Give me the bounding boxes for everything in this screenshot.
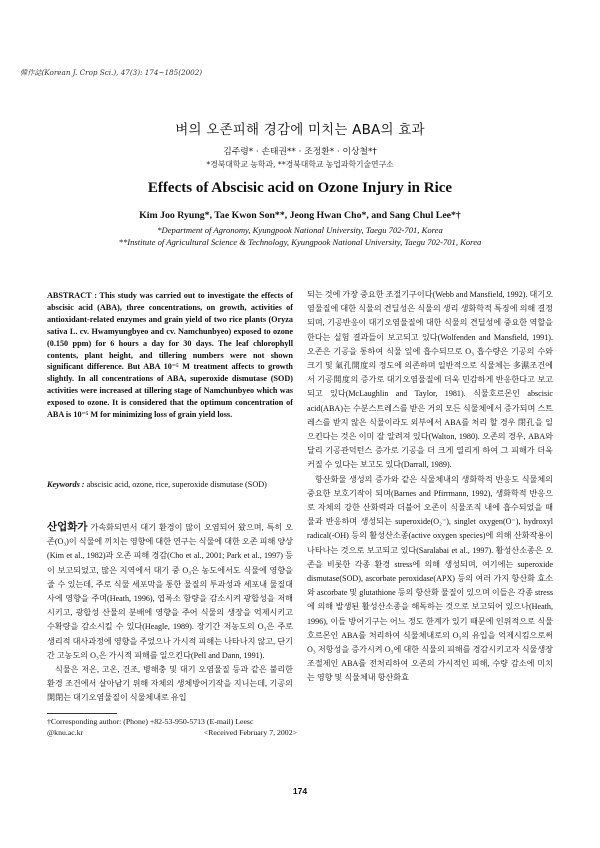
keywords bbox=[47, 479, 293, 491]
korean-affiliations: *경북대학교 농학과, **경북대학교 농업과학기술연구소 bbox=[206, 160, 394, 169]
affiliation-agronomy: *Department of Agronomy, Kyungpook National University, Taegu 702-701, Korea bbox=[157, 225, 443, 235]
intro-paragraph-1 bbox=[47, 520, 293, 663]
footnote-received: <Received February 7, 2002> bbox=[203, 728, 297, 737]
keywords-label: Keywords : bbox=[47, 480, 85, 489]
footnote-divider bbox=[47, 713, 117, 714]
right-column-body bbox=[307, 288, 553, 686]
english-authors: Kim Joo Ryung*, Tae Kwon Son**, Jeong Hwan Cho*, and Sang Chul Lee*† bbox=[139, 210, 461, 221]
intro-paragraph-2: 식물은 저온, 고온, 건조, 병해충 및 대기 오염물질 등과 같은 불리한 환경 조건에서 살아남기 위해 자체의 생체방어기작을 지니는데, 기공의 開閉는 대기오염물질이 식물체내로 유입 bbox=[47, 665, 293, 703]
korean-authors: 김주령* · 손태권** · 조정환* · 이상철*† bbox=[223, 147, 377, 157]
footnote-email: @knu.ac.kr bbox=[47, 728, 84, 737]
keywords-text: abscisic acid, ozone, rice, superoxide dismutase (SOD) bbox=[86, 480, 267, 489]
intro-text-1: 가속화되면서 대기 환경이 많이 오염되어 왔으며, 특히 오존(O₃)이 식물에 끼치는 영향에 대한 연구는 식물에 대한 오존 피해 양상(Kim et al., 1982)과 오존 피해 경감(Cho et al., 2001; Park et al., 1997) 등이 보고되었고, 많은 지역에서 대기 중 O₃은 농도에서도 식물에 영향을 줄 수 있는데, 주로 식물 세포막을 통한 물질의 투과성과 세포내 물질대사에 영향을 주며(Heath, 1996), 엽록소 함량을 감소시켜 광합성을 저해시키고, 광합성 산물의 분배에 영향을 주어 식물의 생장을 억제시키고 수확량을 감소시킬 수 있다(Heagle, 1989). 장기간 저농도의 O₃은 주로 생리적 대사과정에 영향을 주었으나 가시적 피해는 나타나지 않고, 단기간 고농도의 O₃은 가시적 피해를 일으킨다(Pell and Dann, 1991). bbox=[47, 523, 293, 660]
left-column-body bbox=[47, 520, 293, 706]
english-title: Effects of Abscisic acid on Ozone Injury in Rice bbox=[147, 180, 453, 196]
affiliation-institute: **Institute of Agricultural Science & Technology, Kyungpook National University, Taegu 702-701, Korea bbox=[118, 237, 482, 247]
footnote-corresponding: †Corresponding author: (Phone) +82-53-950-5713 (E-mail) Leesc bbox=[47, 717, 254, 726]
journal-header: 韓作誌(Korean J. Crop Sci.), 47(3): 174~185(2002) bbox=[20, 68, 203, 77]
intro-heading: 산업화가 bbox=[47, 521, 88, 533]
page-number: 174 bbox=[292, 786, 308, 796]
footnote bbox=[47, 716, 297, 738]
right-paragraph-2: 항산화물 생성의 증가와 같은 식물체내의 생화학적 반응도 식물체의 중요한 보호기작이 되며(Barnes and Pfirrmann, 1992), 생화학적 반응으로 자체의 강한 산화력과 더불어 오존이 식물조직 내에 흡수되었을 때 물과 반응하며 생성되는 superoxide(O₂⁻), singlet oxygen(O⁻), hydroxyl radical(-OH) 등의 활성산소종(active oxygen species)에 의해 산화작용이 나타나는 것으로 보고되고 있다(Saralabai et al., 1997). 활성산소종은 오존을 비롯한 각종 환경 stress에 의해 생성되며, 여기에는 superoxide dismutase(SOD), ascorbate peroxidase(APX) 등의 여러 가지 항산화 효소와 ascorbate 및 glutathione 등의 항산화 물질이 있으며 이들은 각종 stress에 의해 발생된 활성산소종을 해독하는 것으로 보고되어 있으나(Heath, 1996), 이들 방어기구는 어느 정도 한계가 있기 때문에 인위적으로 식물호르몬인 ABA를 처리하여 식물체내로의 O₃의 유입을 억제시킴으로써 O₃ 저항성을 증가시켜 O₃에 대한 식물의 피해를 경감시키고자 식물생장조절제인 ABA를 전처리하여 오존의 가시적인 피해, 수량 감소에 미치는 영향 및 식물체내 항산화효 bbox=[307, 474, 553, 683]
footnote-row bbox=[47, 727, 297, 738]
korean-title: 벼의 오존피해 경감에 미치는 ABA의 효과 bbox=[175, 122, 425, 138]
abstract: ABSTRACT : This study was carried out to investigate the effects of abscisic acid (ABA), three concentrations, on growth, activities of antioxidant-related enzymes and grain yield of two rice plants (Oryza sativa L. cv. Hwamyungbyeo and cv. Namchunbyeo) exposed to ozone (0.150 ppm) for 6 hours a day for 30 days. The leaf chlorophyll contents, plant height, and tillering numbers were not shown significant difference. But ABA 10⁻⁵ M treatment affects to growth slightly. In all concentrations of ABA, superoxide dismutase (SOD) activities were increased at tillering stage of Namchunbyeo which was exposed to ozone. It is considered that the optimum concentration of ABA is 10⁻⁵ M for minimizing loss of grain yield loss. bbox=[47, 291, 293, 420]
right-paragraph-1: 되는 것에 가장 중요한 조절기구이다(Webb and Mansfield, 1992). 대기오염물질에 대한 식물의 견딜성은 식물의 생리 생화학적 특징에 의해 결정되며, 기공반응이 대기오염물질에 대한 식물의 견딜성에 중요한 역할을 한다는 실험 결과들이 보고되고 있다(Wolfenden and Mansfield, 1991). 오존은 기공을 통하여 식물 잎에 흡수되므로 O₃ 흡수량은 기공의 수와 크기 및 氣孔開度의 정도에 의존하며 일반적으로 식물체는 多濕조건에서 기공開度의 증가로 대기오염물질에 더욱 민감하게 반응한다고 보고되고 있다(McLaughlin and Taylor, 1981). 식물호르몬인 abscisic acid(ABA)는 수분스트레스를 받은 거의 모든 식물체에서 증가되며 스트레스를 받지 않은 식물이라도 외부에서 ABA를 처리 할 경우 閉孔을 일으킨다는 것은 이미 잘 알려져 있다(Walton, 1980). 오존의 경우, ABA와 달리 기공관덕턴스 증가로 기공을 더 크게 열리게 하여 그 피해가 더욱 커질 수 있다는 보고도 있다(Darrall, 1989). bbox=[307, 290, 553, 470]
